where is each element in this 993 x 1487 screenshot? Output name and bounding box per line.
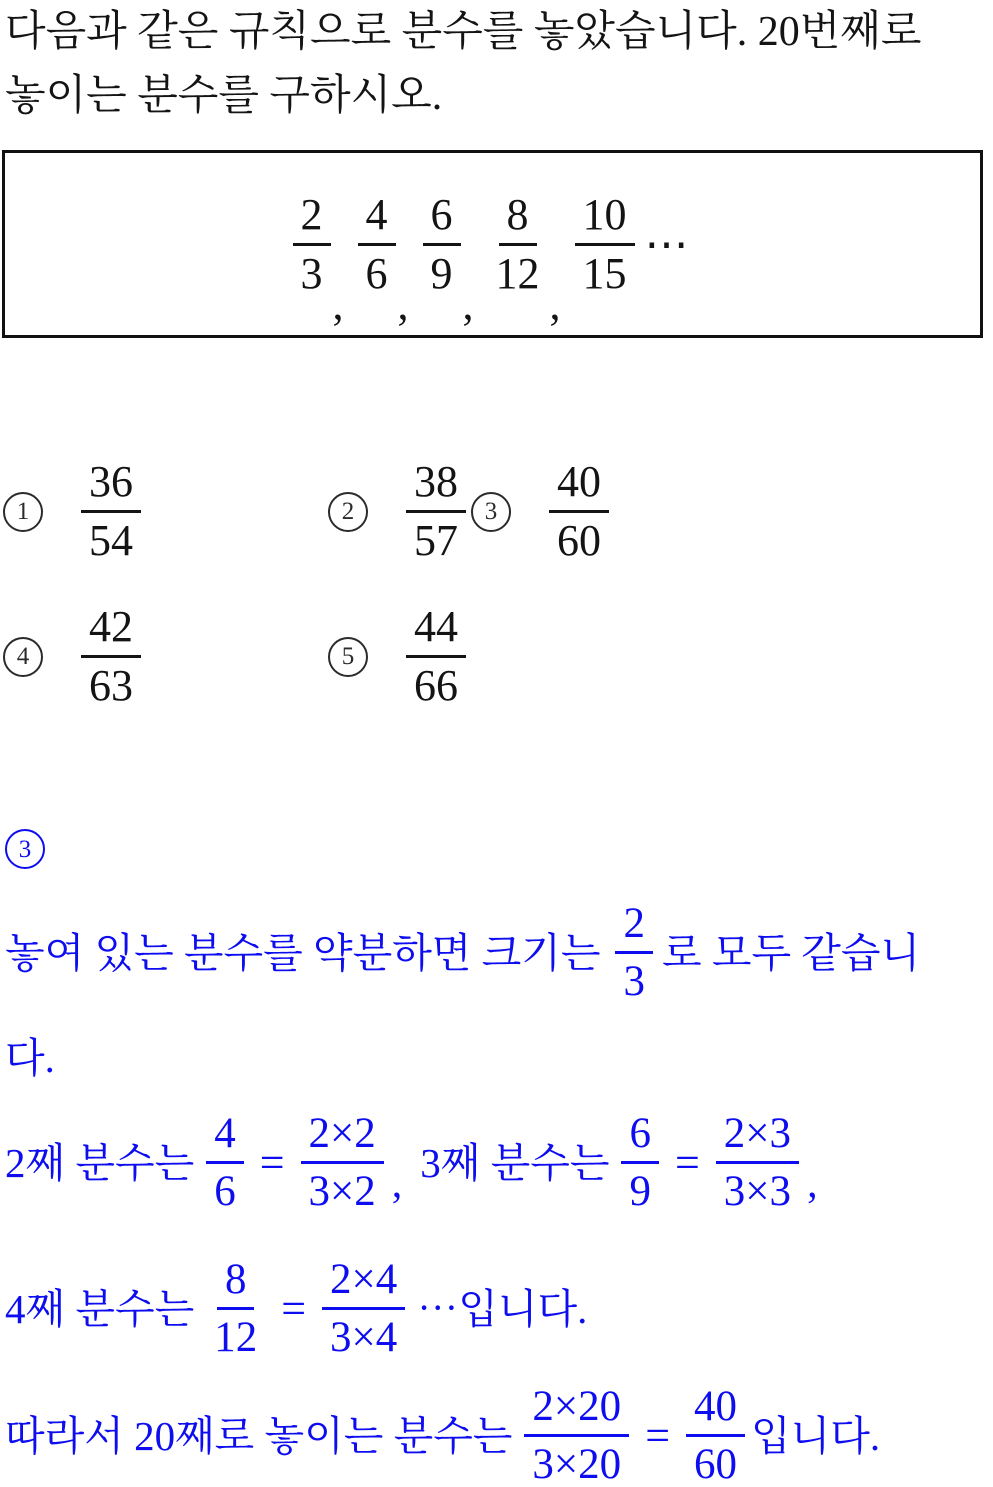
- solution-line-4: [5, 1383, 880, 1487]
- answer-number: 3: [18, 835, 32, 863]
- choice-5-marker: [328, 637, 368, 677]
- solution-line-3: [5, 1256, 587, 1361]
- choice-5-number: 5: [341, 643, 355, 670]
- solution-text: 로 모두 같습니: [661, 929, 921, 976]
- sequence-fraction-1: [293, 191, 331, 298]
- solution-fraction-8-12: [206, 1256, 265, 1361]
- fraction-denominator: 66: [414, 661, 458, 710]
- fraction-denominator: 15: [582, 248, 627, 298]
- choice-1-number: 1: [16, 498, 30, 525]
- fraction-denominator: 3×2: [308, 1168, 376, 1215]
- choice-2-marker: [328, 492, 368, 532]
- choice-4-number: 4: [16, 643, 30, 670]
- choice-4-fraction: [81, 603, 141, 710]
- question-line-1: 다음과 같은 규칙으로 분수를 놓았습니다. 20번째로: [5, 9, 922, 55]
- sequence-fraction-3: [423, 191, 461, 298]
- choice-4: [3, 603, 141, 710]
- choice-2-number: 2: [341, 498, 355, 525]
- fraction-numerator: 2×3: [716, 1110, 799, 1164]
- solution-line-1-wrap: [5, 1030, 55, 1086]
- solution-line-1: [5, 900, 920, 1005]
- solution-text: 3째 분수는: [420, 1139, 610, 1186]
- fraction-denominator: 12: [214, 1314, 258, 1361]
- solution-fraction-2x2-3x2: [301, 1110, 384, 1215]
- fraction-denominator: 9: [430, 248, 453, 298]
- fraction-numerator: 42: [81, 603, 141, 658]
- choice-3: [471, 458, 609, 565]
- fraction-denominator: 60: [557, 516, 601, 565]
- fraction-numerator: 4: [206, 1110, 244, 1164]
- fraction-denominator: 3×20: [532, 1441, 622, 1487]
- fraction-denominator: 12: [495, 248, 540, 298]
- question-text: [5, 0, 989, 128]
- comma: ,: [807, 1161, 818, 1207]
- equals-sign: =: [281, 1283, 307, 1333]
- equals-sign: =: [645, 1410, 671, 1460]
- choice-5: [328, 603, 466, 710]
- sequence-fraction-4: [488, 191, 548, 298]
- solution-text: 2째 분수는: [5, 1139, 195, 1186]
- fraction-numerator: 40: [549, 458, 609, 513]
- comma: ,: [332, 280, 344, 329]
- solution-text: 다.: [5, 1035, 55, 1081]
- comma: ,: [462, 280, 474, 329]
- fraction-numerator: 8: [217, 1256, 255, 1310]
- fraction-denominator: 3: [300, 248, 323, 298]
- fraction-numerator: 44: [406, 603, 466, 658]
- solution-fraction-40-60: [686, 1383, 745, 1487]
- solution-fraction-6-9: [621, 1110, 659, 1215]
- solution-fraction-2x20-3x20: [524, 1383, 629, 1487]
- fraction-denominator: 3×4: [330, 1314, 398, 1361]
- fraction-denominator: 6: [365, 248, 388, 298]
- choice-1: [3, 458, 141, 565]
- equals-sign: =: [674, 1137, 700, 1187]
- solution-text: 따라서 20째로 놓이는 분수는: [5, 1412, 513, 1459]
- solution-text: ⋯입니다.: [417, 1285, 588, 1332]
- fraction-denominator: 54: [89, 516, 133, 565]
- fraction-numerator: 36: [81, 458, 141, 513]
- choice-3-fraction: [549, 458, 609, 565]
- solution-fraction-2x4-3x4: [322, 1256, 405, 1361]
- fraction-numerator: 2: [293, 191, 331, 246]
- solution-text: 4째 분수는: [5, 1285, 195, 1332]
- fraction-denominator: 3: [623, 958, 645, 1005]
- fraction-numerator: 2: [615, 900, 653, 954]
- choice-2-fraction: [406, 458, 466, 565]
- ellipsis: ⋯: [644, 219, 693, 269]
- choice-3-marker: [471, 492, 511, 532]
- fraction-numerator: 4: [358, 191, 396, 246]
- fraction-denominator: 9: [629, 1168, 651, 1215]
- equals-sign: =: [259, 1137, 285, 1187]
- choice-1-marker: [3, 492, 43, 532]
- comma: ,: [549, 280, 561, 329]
- fraction-denominator: 3×3: [723, 1168, 792, 1215]
- fraction-numerator: 2×20: [524, 1383, 629, 1437]
- fraction-numerator: 10: [575, 191, 635, 246]
- fraction-denominator: 60: [694, 1441, 738, 1487]
- choice-2: [328, 458, 466, 565]
- comma: ,: [391, 1161, 403, 1207]
- fraction-numerator: 6: [423, 191, 461, 246]
- answer-marker: [5, 829, 45, 869]
- solution-fraction-4-6: [206, 1110, 244, 1215]
- sequence-fraction-5: [575, 191, 635, 298]
- solution-text: 놓여 있는 분수를 약분하면 크기는: [5, 929, 601, 976]
- fraction-denominator: 6: [214, 1168, 236, 1215]
- solution-text: 입니다.: [751, 1412, 881, 1459]
- fraction-denominator: 57: [414, 516, 458, 565]
- fraction-denominator: 63: [89, 661, 133, 710]
- choice-3-number: 3: [484, 498, 498, 525]
- fraction-numerator: 38: [406, 458, 466, 513]
- solution-fraction-2x3-3x3: [716, 1110, 799, 1215]
- choice-4-marker: [3, 637, 43, 677]
- fraction-numerator: 8: [499, 191, 537, 246]
- question-line-2: 놓이는 분수를 구하시오.: [5, 73, 443, 119]
- fraction-numerator: 2×4: [322, 1256, 405, 1310]
- fraction-numerator: 2×2: [301, 1110, 384, 1164]
- choice-5-fraction: [406, 603, 466, 710]
- sequence-fraction-2: [358, 191, 396, 298]
- sequence-box: [2, 150, 983, 338]
- fraction-numerator: 40: [686, 1383, 745, 1437]
- fraction-numerator: 6: [621, 1110, 659, 1164]
- solution-line-2: [5, 1110, 824, 1215]
- comma: ,: [397, 280, 409, 329]
- choice-1-fraction: [81, 458, 141, 565]
- solution-fraction-2-3: [615, 900, 653, 1005]
